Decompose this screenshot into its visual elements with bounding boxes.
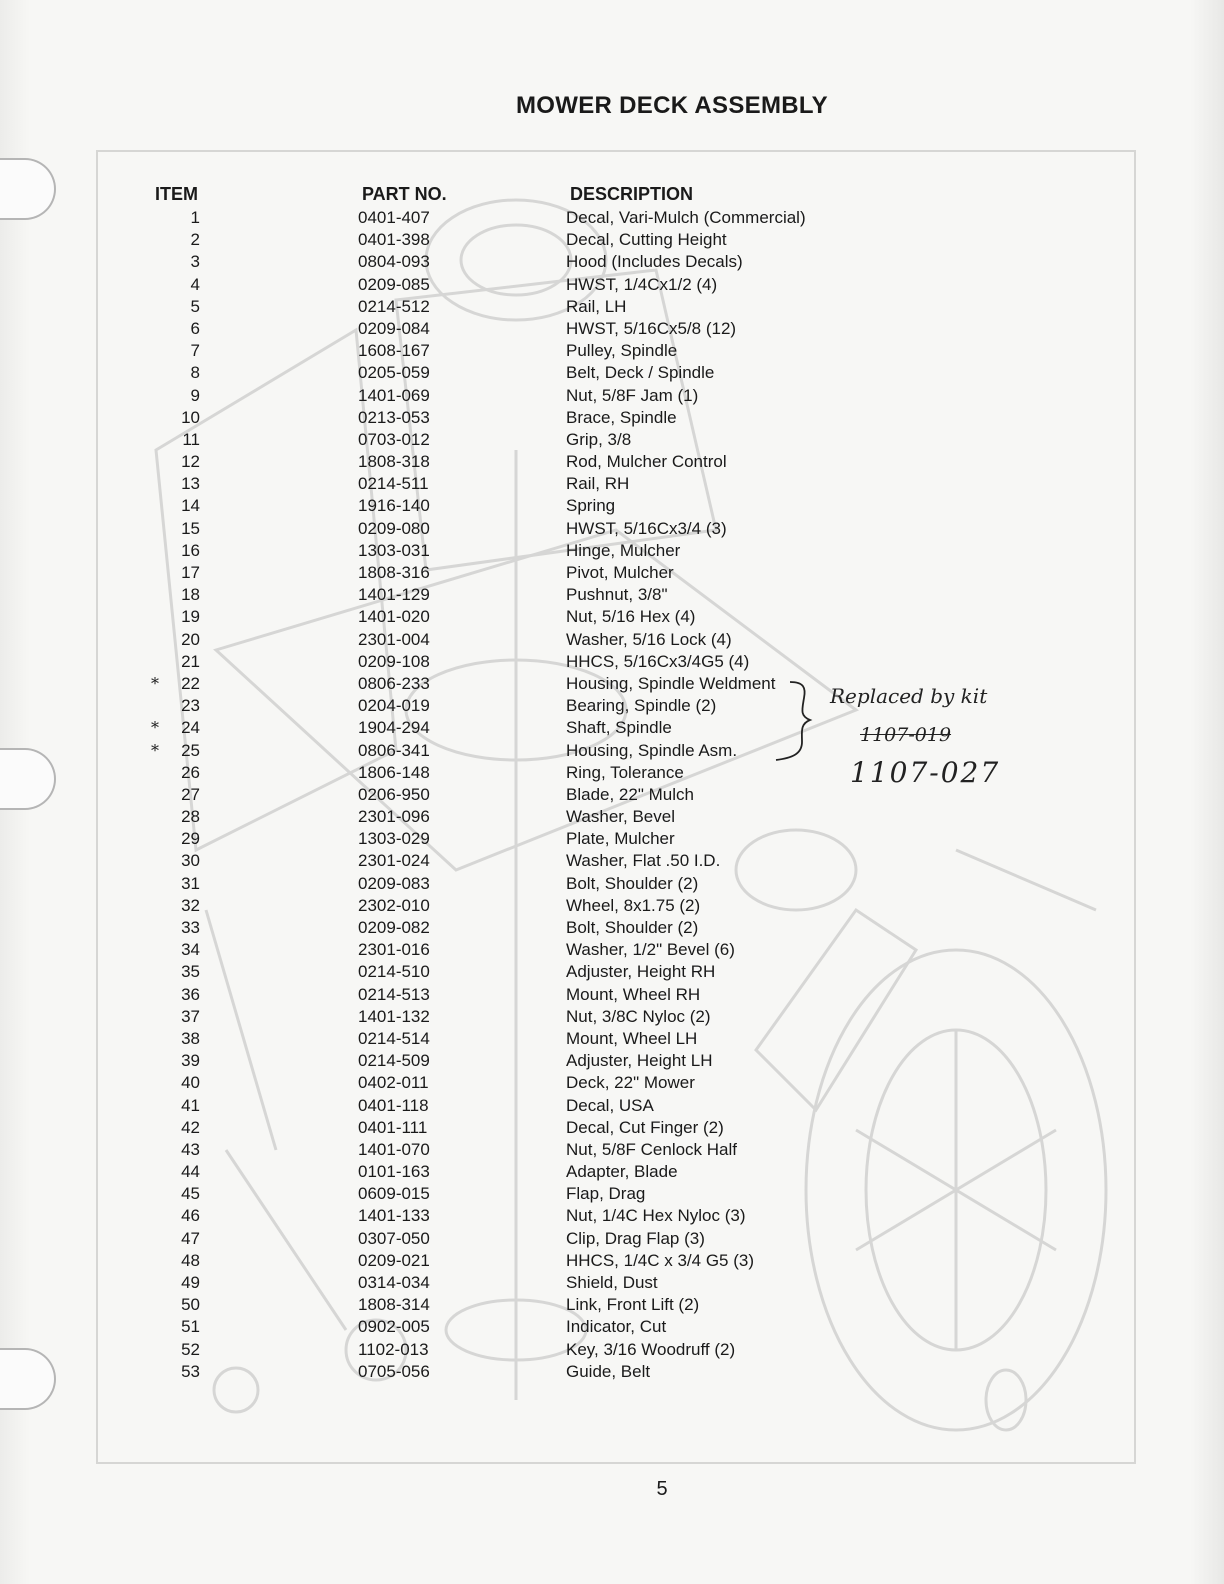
table-row: [0, 1316, 1224, 1338]
part-number: 2302-010: [358, 895, 430, 915]
part-description: HHCS, 5/16Cx3/4G5 (4): [566, 651, 750, 671]
part-description: Link, Front Lift (2): [566, 1295, 700, 1315]
item-number: 1: [190, 208, 200, 227]
part-description: Nut, 1/4C Hex Nyloc (3): [566, 1206, 746, 1226]
item-number: 5: [190, 296, 200, 316]
part-no-column-header: PART NO.: [362, 184, 447, 204]
item-number: 2: [190, 230, 200, 250]
handwritten-mark: *: [151, 718, 159, 738]
part-number: 1102-013: [358, 1339, 429, 1359]
table-row: [0, 1250, 1224, 1272]
item-number: 17: [181, 563, 200, 582]
part-description: Rail, RH: [566, 474, 630, 494]
table-row: [0, 318, 1224, 340]
handwritten-bracket: [770, 676, 830, 766]
part-number: 0402-011: [358, 1073, 429, 1093]
part-number: 0401-118: [358, 1095, 429, 1115]
table-row: [0, 1183, 1224, 1205]
table-row: [0, 1205, 1224, 1227]
table-row: [0, 518, 1224, 540]
part-description: Decal, Cut Finger (2): [566, 1117, 724, 1137]
table-row: [0, 917, 1224, 939]
part-number: 0214-510: [358, 962, 430, 982]
handwritten-struck-part: 1107-019: [860, 724, 952, 746]
table-row: [0, 407, 1224, 429]
table-row: [0, 695, 1224, 717]
part-description: Decal, Cutting Height: [566, 230, 727, 250]
table-row: [0, 939, 1224, 961]
table-row: [0, 762, 1224, 784]
item-number: 37: [181, 1006, 200, 1026]
part-number: 1808-316: [358, 563, 430, 582]
part-description: Spring: [566, 496, 616, 516]
table-row: [0, 540, 1224, 562]
part-description: Nut, 5/8F Jam (1): [566, 385, 699, 405]
item-number: 7: [190, 341, 200, 361]
part-description: Rail, LH: [566, 296, 627, 316]
table-row: [0, 1050, 1224, 1072]
part-description: Bearing, Spindle (2): [566, 696, 717, 716]
item-number: 39: [181, 1051, 200, 1071]
item-number: 14: [181, 496, 200, 516]
item-number: 18: [181, 585, 200, 605]
part-number: 0806-233: [358, 673, 430, 693]
table-row: [0, 274, 1224, 296]
item-number: 28: [181, 807, 200, 827]
table-row: [0, 495, 1224, 517]
item-number: 45: [181, 1184, 200, 1204]
part-description: Washer, Flat .50 I.D.: [566, 851, 721, 871]
table-row: [0, 1072, 1224, 1094]
table-row: [0, 895, 1224, 917]
part-description: Belt, Deck / Spindle: [566, 363, 715, 383]
handwritten-mark: *: [151, 740, 159, 760]
part-number: 0213-053: [358, 407, 430, 427]
table-row: [0, 1117, 1224, 1139]
part-number: 0703-012: [358, 429, 430, 449]
part-description: Adapter, Blade: [566, 1162, 678, 1182]
part-description: Hood (Includes Decals): [566, 252, 743, 272]
item-number: 50: [181, 1295, 200, 1315]
table-row: [0, 296, 1224, 318]
part-number: 0209-021: [358, 1250, 430, 1270]
table-row: [0, 1272, 1224, 1294]
part-description: Washer, 1/2" Bevel (6): [566, 940, 735, 960]
table-row: [0, 1139, 1224, 1161]
table-row: [0, 229, 1224, 251]
table-row: [0, 740, 1224, 762]
part-description: HWST, 5/16Cx3/4 (3): [566, 518, 727, 538]
part-number: 1401-070: [358, 1139, 430, 1159]
part-number: 0902-005: [358, 1317, 430, 1337]
description-column-header: DESCRIPTION: [570, 184, 694, 204]
item-number: 46: [181, 1206, 200, 1226]
item-number: 6: [190, 318, 200, 338]
part-number: 0209-085: [358, 274, 430, 294]
part-number: 0401-398: [358, 230, 430, 250]
part-number: 0214-513: [358, 984, 430, 1004]
table-row: [0, 629, 1224, 651]
item-number: 52: [181, 1339, 200, 1359]
part-number: 2301-004: [358, 629, 430, 649]
part-number: 0214-514: [358, 1028, 430, 1048]
part-description: Pivot, Mulcher: [566, 563, 674, 582]
part-number: 0314-034: [358, 1273, 430, 1292]
part-description: Clip, Drag Flap (3): [566, 1228, 705, 1248]
part-number: 1904-294: [358, 718, 430, 738]
item-number: 36: [181, 984, 200, 1004]
part-number: 0214-511: [358, 474, 429, 494]
part-number: 2301-096: [358, 807, 430, 827]
table-row: [0, 251, 1224, 273]
part-number: 1401-132: [358, 1006, 430, 1026]
part-number: 0401-111: [358, 1117, 428, 1137]
part-description: Flap, Drag: [566, 1184, 646, 1204]
part-description: Plate, Mulcher: [566, 829, 675, 849]
part-description: Deck, 22" Mower: [566, 1073, 695, 1093]
item-number: 22: [181, 673, 200, 693]
handwritten-replaced-by-kit: Replaced by kit: [830, 684, 988, 708]
part-description: Rod, Mulcher Control: [566, 452, 727, 472]
item-number: 51: [181, 1317, 200, 1337]
part-description: Mount, Wheel RH: [566, 984, 701, 1004]
part-number: 0209-108: [358, 651, 430, 671]
part-number: 1808-314: [358, 1295, 430, 1315]
part-number: 0214-509: [358, 1051, 430, 1071]
part-number: 2301-024: [358, 851, 430, 871]
item-number: 25: [181, 740, 200, 760]
part-description: HHCS, 1/4C x 3/4 G5 (3): [566, 1250, 755, 1270]
table-row: [0, 1161, 1224, 1183]
part-description: Hinge, Mulcher: [566, 540, 681, 560]
table-row: [0, 850, 1224, 872]
parts-table: [0, 207, 1224, 1383]
table-row: [0, 1361, 1224, 1383]
item-number: 48: [181, 1250, 200, 1270]
item-number: 16: [181, 540, 200, 560]
table-row: [0, 451, 1224, 473]
handwritten-mark: *: [151, 673, 159, 693]
part-description: Adjuster, Height RH: [566, 962, 716, 982]
item-number: 53: [181, 1361, 200, 1381]
part-number: 0401-407: [358, 208, 430, 227]
part-description: Washer, 5/16 Lock (4): [566, 629, 732, 649]
table-row: [0, 606, 1224, 628]
part-description: Decal, Vari-Mulch (Commercial): [566, 208, 806, 227]
part-description: Shield, Dust: [566, 1273, 658, 1292]
part-description: Mount, Wheel LH: [566, 1028, 698, 1048]
table-row: [0, 651, 1224, 673]
item-number: 23: [181, 696, 200, 716]
part-description: Adjuster, Height LH: [566, 1051, 713, 1071]
part-number: 1806-148: [358, 762, 430, 782]
part-description: Nut, 3/8C Nyloc (2): [566, 1006, 711, 1026]
item-number: 3: [190, 252, 200, 272]
table-row: [0, 362, 1224, 384]
table-row: [0, 207, 1224, 229]
table-row: [0, 961, 1224, 983]
part-number: 1401-129: [358, 585, 430, 605]
item-number: 38: [181, 1028, 200, 1048]
part-description: Key, 3/16 Woodruff (2): [566, 1339, 736, 1359]
part-number: 0806-341: [358, 740, 430, 760]
part-number: 1401-133: [358, 1206, 430, 1226]
part-description: Washer, Bevel: [566, 807, 675, 827]
part-description: Shaft, Spindle: [566, 718, 672, 738]
item-number: 42: [181, 1117, 200, 1137]
part-description: Decal, USA: [566, 1095, 654, 1115]
page-title: MOWER DECK ASSEMBLY: [516, 92, 828, 119]
part-number: 2301-016: [358, 940, 430, 960]
item-number: 43: [181, 1139, 200, 1159]
table-row: [0, 473, 1224, 495]
item-number: 44: [181, 1162, 200, 1182]
table-row: [0, 1228, 1224, 1250]
table-row: [0, 1006, 1224, 1028]
part-number: 0101-163: [358, 1162, 430, 1182]
table-row: [0, 873, 1224, 895]
item-number: 9: [190, 385, 200, 405]
part-description: HWST, 1/4Cx1/2 (4): [566, 274, 718, 294]
part-description: Nut, 5/8F Cenlock Half: [566, 1139, 738, 1159]
table-row: [0, 340, 1224, 362]
table-row: [0, 673, 1224, 695]
part-number: 0204-019: [358, 696, 430, 716]
page-number: 5: [656, 1478, 668, 1500]
part-number: 0214-512: [358, 296, 430, 316]
table-row: [0, 562, 1224, 584]
part-description: Bolt, Shoulder (2): [566, 873, 699, 893]
part-number: 1916-140: [358, 496, 430, 516]
item-number: 20: [181, 629, 200, 649]
table-row: [0, 584, 1224, 606]
part-number: 1401-020: [358, 607, 430, 627]
table-row: [0, 385, 1224, 407]
item-number: 24: [181, 718, 200, 738]
item-number: 13: [181, 474, 200, 494]
part-number: 0705-056: [358, 1361, 430, 1381]
part-number: 0206-950: [358, 784, 430, 804]
part-description: Pushnut, 3/8": [566, 585, 668, 605]
part-number: 0609-015: [358, 1184, 430, 1204]
item-number: 29: [181, 829, 200, 849]
part-description: Guide, Belt: [566, 1361, 651, 1381]
part-description: Grip, 3/8: [566, 429, 632, 449]
part-description: Housing, Spindle Asm.: [566, 740, 738, 760]
part-description: Ring, Tolerance: [566, 762, 684, 782]
part-description: HWST, 5/16Cx5/8 (12): [566, 318, 737, 338]
part-number: 0205-059: [358, 363, 430, 383]
part-number: 1808-318: [358, 452, 430, 472]
item-number: 33: [181, 918, 200, 937]
part-description: Nut, 5/16 Hex (4): [566, 607, 696, 627]
item-number: 40: [181, 1073, 200, 1093]
item-number: 11: [182, 429, 200, 449]
table-row: [0, 429, 1224, 451]
item-number: 32: [181, 895, 200, 915]
part-number: 1401-069: [358, 385, 430, 405]
table-row: [0, 784, 1224, 806]
item-number: 41: [181, 1095, 200, 1115]
part-description: Pulley, Spindle: [566, 341, 678, 361]
item-number: 30: [181, 851, 200, 871]
part-description: Blade, 22" Mulch: [566, 784, 694, 804]
item-number: 34: [181, 940, 200, 960]
part-number: 0209-080: [358, 518, 430, 538]
part-description: Bolt, Shoulder (2): [566, 918, 699, 937]
part-description: Housing, Spindle Weldment: [566, 673, 776, 693]
item-number: 21: [181, 651, 200, 671]
item-number: 31: [181, 873, 200, 893]
part-number: 0307-050: [358, 1228, 430, 1248]
item-number: 15: [181, 518, 200, 538]
table-row: [0, 828, 1224, 850]
table-row: [0, 806, 1224, 828]
part-number: 0209-084: [358, 318, 430, 338]
table-row: [0, 1028, 1224, 1050]
part-number: 1303-031: [358, 540, 430, 560]
item-number: 4: [190, 274, 200, 294]
table-row: [0, 1294, 1224, 1316]
part-description: Brace, Spindle: [566, 407, 677, 427]
part-number: 1608-167: [358, 341, 430, 361]
table-row: [0, 1095, 1224, 1117]
part-number: 0209-082: [358, 918, 430, 937]
table-row: [0, 984, 1224, 1006]
table-row: [0, 717, 1224, 739]
part-number: 0209-083: [358, 873, 430, 893]
item-number: 10: [181, 407, 200, 427]
item-number: 19: [181, 607, 200, 627]
item-number: 27: [181, 784, 200, 804]
part-description: Indicator, Cut: [566, 1317, 667, 1337]
item-number: 35: [181, 962, 200, 982]
item-number: 49: [181, 1273, 200, 1292]
handwritten-new-part: 1107-027: [850, 756, 1001, 789]
table-row: [0, 1339, 1224, 1361]
item-number: 26: [181, 762, 200, 782]
item-number: 12: [181, 452, 200, 472]
item-number: 8: [190, 363, 200, 383]
item-column-header: ITEM: [155, 184, 198, 204]
part-description: Wheel, 8x1.75 (2): [566, 895, 701, 915]
part-number: 1303-029: [358, 829, 430, 849]
item-number: 47: [181, 1228, 200, 1248]
part-number: 0804-093: [358, 252, 430, 272]
